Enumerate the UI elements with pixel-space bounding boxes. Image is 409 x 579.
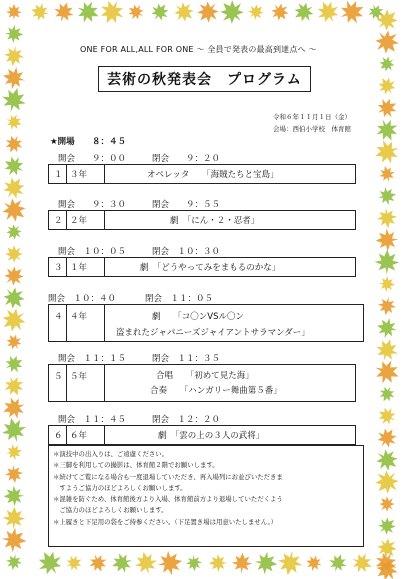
maple-leaf-icon: [377, 164, 397, 184]
maple-leaf-icon: [2, 506, 25, 529]
performance-subtitle: 盗まれたジャパニーズジャイアントサラマンダー」: [116, 328, 310, 338]
page-title-text: 芸術の秋発表会 プログラム: [107, 72, 302, 88]
maple-leaf-icon: [336, 0, 369, 28]
opening-time: ８：４５: [92, 137, 127, 147]
maple-leaf-icon: [371, 548, 402, 579]
opening-label: ★開場: [50, 137, 75, 147]
maple-leaf-icon: [275, 548, 304, 577]
maple-leaf-icon: [371, 554, 402, 579]
grade-label: ２年: [70, 216, 88, 226]
maple-leaf-icon: [376, 207, 399, 230]
start-time: 開会 １０：４０: [48, 294, 117, 304]
grade-label: ６年: [70, 431, 88, 441]
maple-leaf-icon: [370, 25, 405, 60]
maple-leaf-icon: [376, 493, 399, 516]
maple-leaf-icon: [326, 551, 349, 574]
maple-leaf-icon: [170, 0, 199, 26]
maple-leaf-icon: [2, 352, 27, 377]
maple-leaf-icon: [95, 0, 128, 29]
maple-leaf-icon: [1, 65, 28, 92]
maple-leaf-icon: [3, 485, 24, 506]
performance-subtitle: 合奏 「ハンガリー舞曲第５番」: [150, 386, 282, 396]
maple-leaf-icon: [290, 0, 318, 26]
maple-leaf-icon: [373, 336, 401, 364]
maple-leaf-icon: [267, 0, 293, 25]
maple-leaf-icon: [29, 1, 51, 23]
note-line: ＊上履きと下足用の袋をご持参ください。（下足置き場は用意いたしません。）: [53, 517, 278, 526]
maple-leaf-icon: [253, 550, 278, 575]
maple-leaf-icon: [371, 4, 403, 36]
maple-leaf-icon: [373, 534, 402, 563]
maple-leaf-icon: [374, 249, 399, 274]
note-line: すようご協力のほどよろしくお願いします。: [53, 483, 187, 492]
start-time: 開会 ９：３０: [58, 200, 127, 210]
item-number: ４: [54, 312, 63, 322]
maple-leaf-icon: [4, 24, 24, 44]
end-time: 閉会 １１：０５: [145, 294, 214, 304]
grade-label: ４年: [70, 312, 88, 322]
maple-leaf-icon: [376, 295, 397, 316]
end-time: 閉会 １１：３５: [152, 354, 221, 364]
maple-leaf-icon: [63, 552, 85, 574]
event-date: 令和６年１１月１日（金）: [273, 113, 351, 121]
end-time: 閉会 １０：３０: [152, 247, 221, 257]
maple-leaf-icon: [0, 526, 27, 553]
maple-leaf-icon: [6, 4, 22, 20]
maple-leaf-icon: [376, 185, 398, 207]
maple-leaf-icon: [4, 464, 24, 484]
page-title: [98, 66, 311, 92]
end-time: 閉会 ９：２０: [152, 154, 221, 164]
notes-box: [48, 445, 364, 547]
maple-leaf-icon: [0, 172, 30, 203]
maple-leaf-icon: [366, 2, 387, 23]
maple-leaf-icon: [5, 553, 24, 572]
performance-title: 劇 「にん・２・忍者」: [170, 216, 260, 226]
maple-leaf-icon: [192, 0, 224, 28]
maple-leaf-icon: [371, 444, 403, 476]
maple-leaf-icon: [214, 0, 249, 30]
maple-leaf-icon: [349, 550, 376, 577]
note-line: ＊演技中の出入りは、ご遠慮ください。: [53, 450, 169, 458]
maple-leaf-icon: [0, 85, 29, 116]
maple-leaf-icon: [147, 0, 172, 25]
maple-leaf-icon: [313, 0, 344, 27]
end-time: 閉会 ９：５５: [152, 200, 221, 210]
maple-leaf-icon: [0, 303, 31, 337]
maple-leaf-icon: [0, 394, 28, 423]
performance-title: オペレッタ 「海賊たちと宝島」: [147, 170, 279, 180]
note-line: ＊続けてご覧になる場合も一度退場していただき、再入場列にお並びいただきま: [53, 472, 283, 481]
maple-leaf-icon: [0, 262, 28, 291]
maple-leaf-icon: [125, 1, 147, 23]
maple-leaf-icon: [3, 331, 25, 353]
maple-leaf-icon: [304, 553, 324, 573]
grade-label: １年: [70, 263, 88, 273]
performance-title: 劇 「コ〇ンVSル〇ン: [152, 312, 244, 322]
maple-leaf-icon: [376, 53, 399, 76]
maple-leaf-icon: [1, 241, 27, 267]
maple-leaf-icon: [375, 228, 399, 252]
performance-title: 劇 「どうやってみをまもるのかな」: [140, 263, 281, 273]
start-time: 開会 ９：００: [58, 154, 127, 164]
grade-label: ３年: [70, 170, 88, 180]
maple-leaf-icon: [375, 404, 400, 429]
note-line: ＊三脚を利用しての撮影は、体育館２階でお願いします。: [53, 461, 219, 470]
maple-leaf-icon: [231, 552, 253, 574]
maple-leaf-icon: [373, 94, 401, 122]
maple-leaf-icon: [5, 443, 24, 462]
maple-leaf-icon: [371, 356, 403, 388]
maple-leaf-icon: [2, 44, 25, 67]
note-line: ＊混雑を防ぐため、体育館後方より入場、体育館前方より退場していただくよう: [53, 495, 283, 504]
maple-leaf-icon: [0, 193, 31, 228]
maple-leaf-icon: [0, 282, 30, 314]
item-number: ６: [54, 431, 63, 441]
item-number: １: [54, 170, 63, 180]
maple-leaf-icon: [374, 513, 400, 539]
item-number: ３: [54, 263, 63, 273]
maple-leaf-icon: [2, 132, 26, 156]
maple-leaf-icon: [0, 415, 29, 445]
maple-leaf-icon: [109, 550, 135, 576]
maple-leaf-icon: [375, 316, 400, 341]
maple-leaf-icon: [378, 275, 396, 293]
performance-title: 劇 「雲の上の３人の武将」: [158, 431, 265, 441]
maple-leaf-icon: [86, 551, 110, 575]
item-number: ２: [54, 216, 63, 226]
maple-leaf-icon: [51, 0, 77, 25]
maple-leaf-icon: [374, 73, 399, 98]
start-time: 開会 １１：１５: [58, 354, 127, 364]
item-number: ５: [54, 372, 63, 382]
maple-leaf-icon: [185, 554, 203, 572]
maple-leaf-icon: [209, 554, 228, 573]
event-venue: 会場：西伯小学校 体育館: [273, 125, 351, 133]
end-time: 閉会 １２：２０: [152, 415, 221, 425]
maple-leaf-icon: [4, 112, 25, 133]
maple-leaf-icon: [372, 115, 402, 145]
note-line: ご協力のほどよろしくお願いします。: [53, 506, 168, 515]
maple-leaf-icon: [376, 383, 398, 405]
maple-leaf-icon: [3, 221, 26, 244]
maple-leaf-icon: [156, 549, 184, 577]
performance-title: 合唱 「初めて見た海」: [156, 371, 254, 381]
tagline: ONE FOR ALL,ALL FOR ONE ～ 全員で発表の最高到達点へ ～: [80, 45, 317, 54]
grade-label: ５年: [70, 372, 88, 382]
maple-leaf-icon: [33, 546, 67, 579]
start-time: 開会 １０：０５: [58, 247, 127, 257]
maple-leaf-icon: [245, 1, 268, 24]
start-time: 開会 １１：４５: [58, 415, 127, 425]
maple-leaf-icon: [1, 373, 28, 400]
maple-leaf-icon: [371, 136, 403, 168]
maple-leaf-icon: [73, 0, 103, 27]
maple-leaf-icon: [369, 464, 404, 499]
maple-leaf-icon: [132, 549, 159, 576]
maple-leaf-icon: [373, 424, 401, 452]
maple-leaf-icon: [0, 152, 28, 180]
